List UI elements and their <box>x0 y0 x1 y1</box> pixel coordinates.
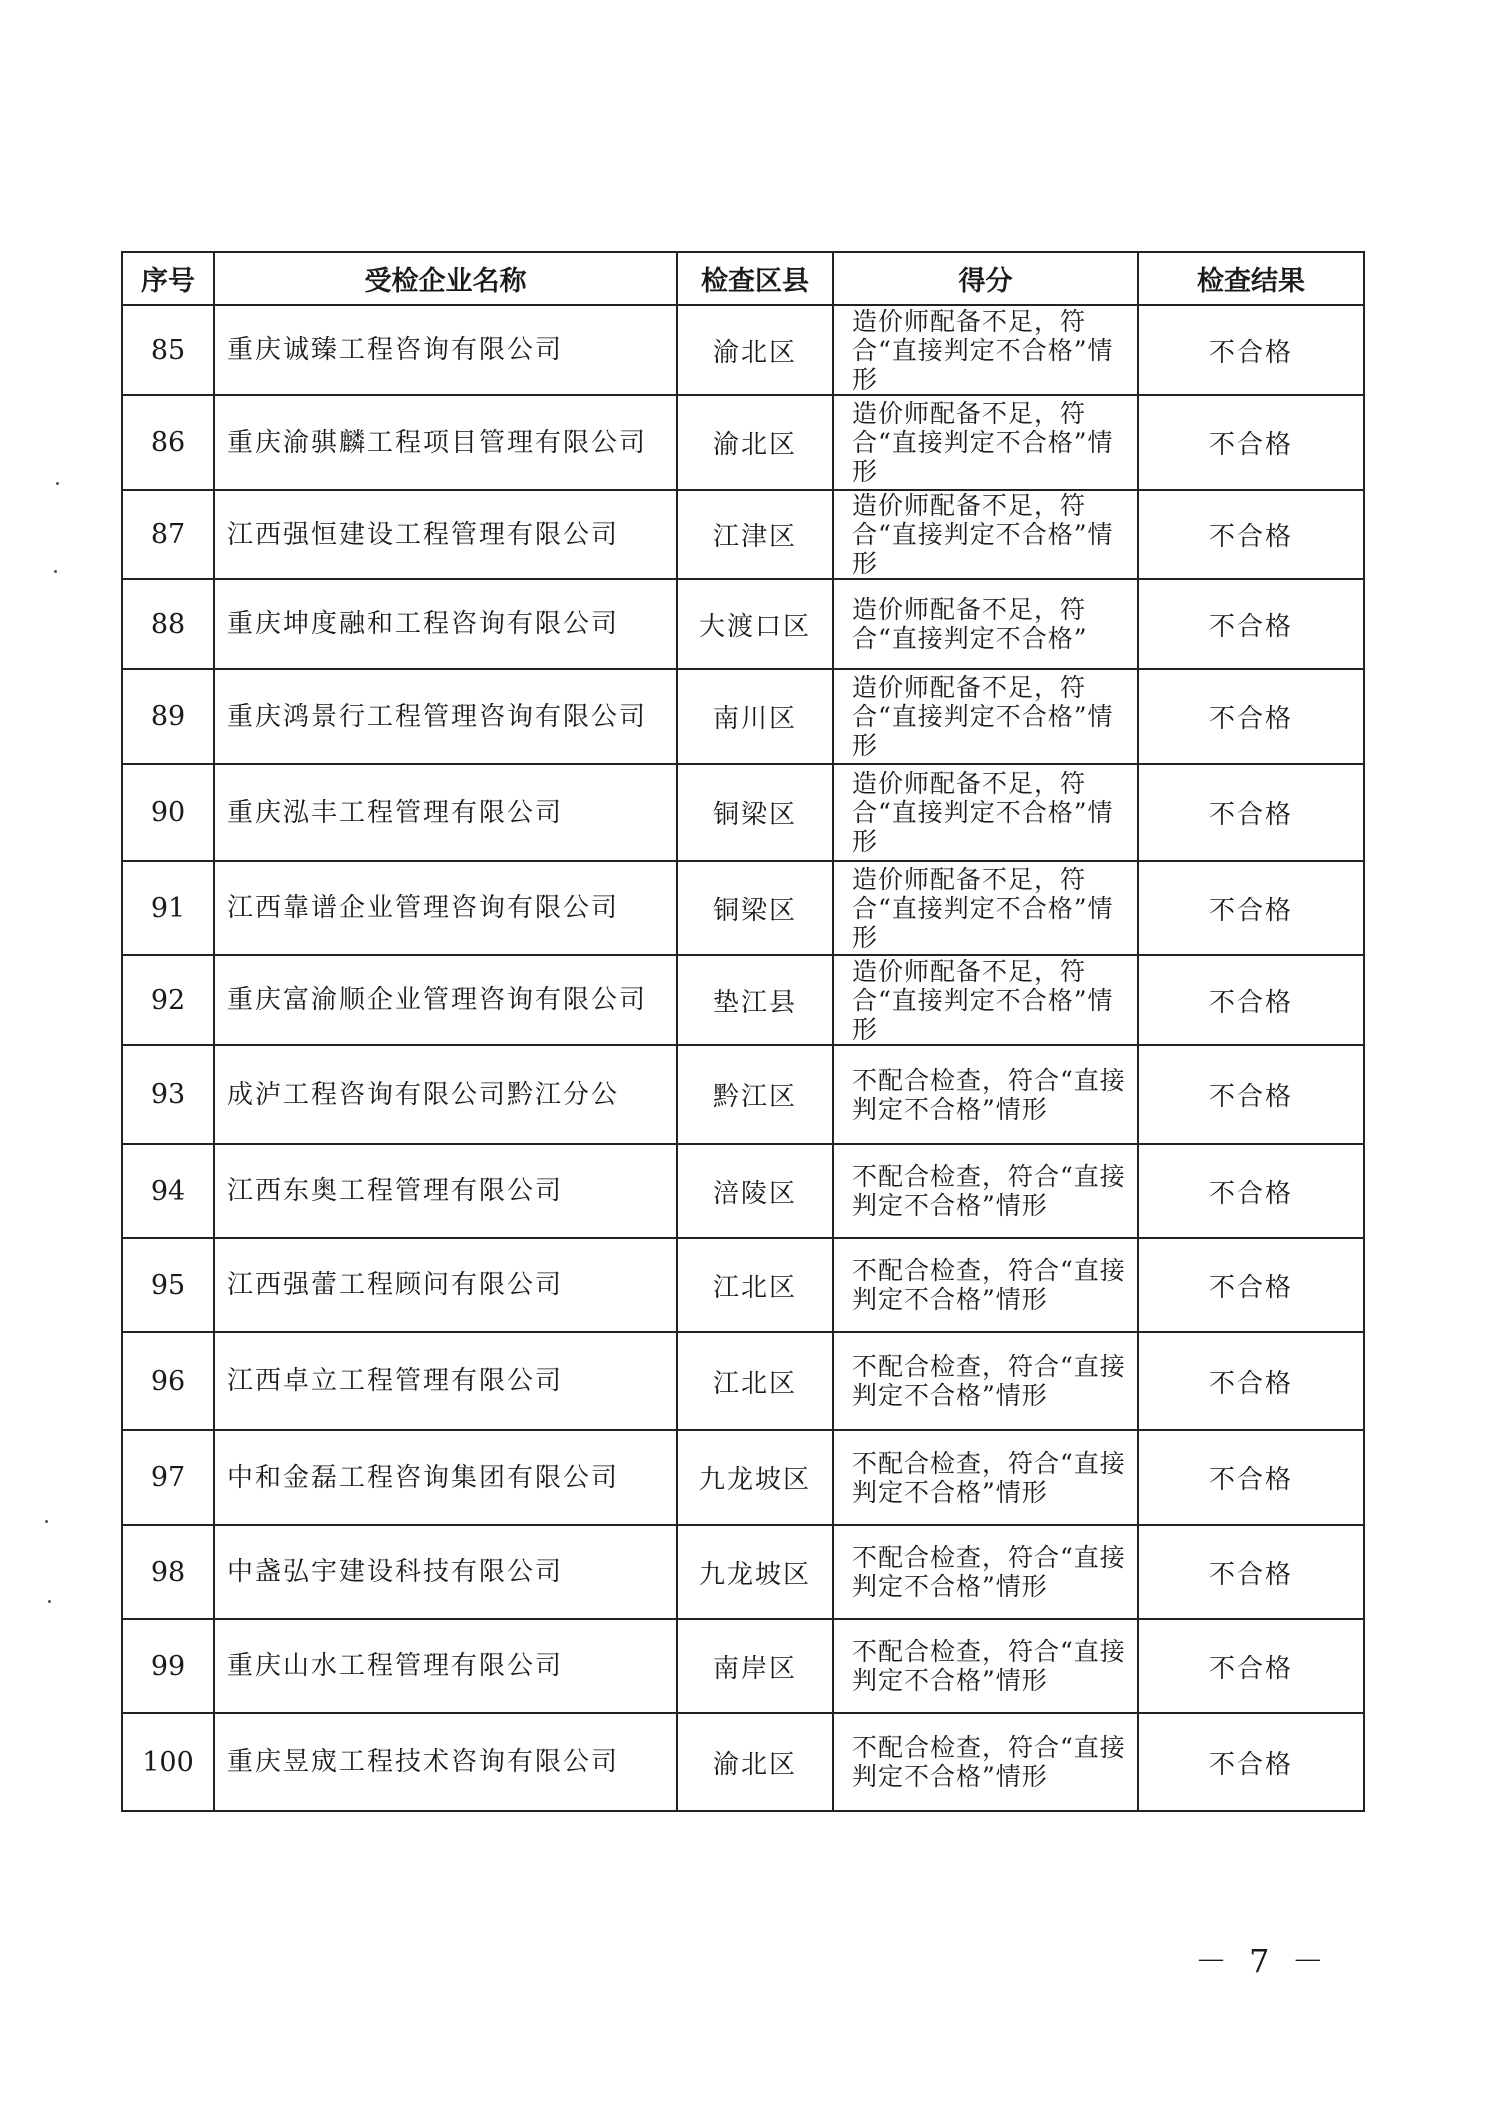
district-cell: 九龙坡区 <box>677 1525 833 1619</box>
serial-number-cell: 88 <box>122 579 214 669</box>
company-name-cell: 重庆渝骐麟工程项目管理有限公司 <box>214 395 677 490</box>
serial-number-cell: 99 <box>122 1619 214 1713</box>
table-row <box>122 1430 1364 1525</box>
score-cell: 不配合检查，符合“直接判定不合格”情形 <box>833 1144 1138 1238</box>
company-name-cell: 重庆富渝顺企业管理咨询有限公司 <box>214 955 677 1045</box>
district-cell: 江北区 <box>677 1238 833 1332</box>
score-cell: 不配合检查，符合“直接判定不合格”情形 <box>833 1619 1138 1713</box>
district-cell: 江北区 <box>677 1332 833 1430</box>
score-cell: 造价师配备不足，符合“直接判定不合格”情形 <box>833 490 1138 579</box>
table-row <box>122 490 1364 579</box>
district-cell: 垫江县 <box>677 955 833 1045</box>
company-name-cell: 重庆山水工程管理有限公司 <box>214 1619 677 1713</box>
page-number: － 7 － <box>1195 1942 1330 1980</box>
table-header-row <box>122 252 1364 305</box>
table-row <box>122 1238 1364 1332</box>
company-name-cell: 江西东奥工程管理有限公司 <box>214 1144 677 1238</box>
serial-number-cell: 90 <box>122 764 214 861</box>
score-cell: 造价师配备不足，符合“直接判定不合格”情形 <box>833 764 1138 861</box>
district-cell: 南岸区 <box>677 1619 833 1713</box>
header-serial-number: 序号 <box>122 252 214 305</box>
district-cell: 渝北区 <box>677 1713 833 1811</box>
district-cell: 涪陵区 <box>677 1144 833 1238</box>
table-row <box>122 1144 1364 1238</box>
company-name-cell: 江西靠谱企业管理咨询有限公司 <box>214 861 677 955</box>
scan-speck <box>54 570 57 573</box>
table-row <box>122 1332 1364 1430</box>
company-name-cell: 成泸工程咨询有限公司黔江分公 <box>214 1045 677 1144</box>
serial-number-cell: 92 <box>122 955 214 1045</box>
district-cell: 铜梁区 <box>677 764 833 861</box>
table-row <box>122 1619 1364 1713</box>
table-row <box>122 579 1364 669</box>
header-score: 得分 <box>833 252 1138 305</box>
result-cell: 不合格 <box>1138 1430 1364 1525</box>
header-result: 检查结果 <box>1138 252 1364 305</box>
header-company-name: 受检企业名称 <box>214 252 677 305</box>
header-district: 检查区县 <box>677 252 833 305</box>
table-row <box>122 669 1364 764</box>
score-cell: 不配合检查，符合“直接判定不合格”情形 <box>833 1332 1138 1430</box>
serial-number-cell: 96 <box>122 1332 214 1430</box>
score-cell: 造价师配备不足，符合“直接判定不合格”情形 <box>833 861 1138 955</box>
company-name-cell: 江西强蕾工程顾问有限公司 <box>214 1238 677 1332</box>
serial-number-cell: 100 <box>122 1713 214 1811</box>
score-cell: 不配合检查，符合“直接判定不合格”情形 <box>833 1238 1138 1332</box>
serial-number-cell: 86 <box>122 395 214 490</box>
score-cell: 造价师配备不足，符合“直接判定不合格”情形 <box>833 305 1138 395</box>
company-name-cell: 重庆诚臻工程咨询有限公司 <box>214 305 677 395</box>
result-cell: 不合格 <box>1138 955 1364 1045</box>
table-row <box>122 1045 1364 1144</box>
score-cell: 不配合检查，符合“直接判定不合格”情形 <box>833 1713 1138 1811</box>
serial-number-cell: 89 <box>122 669 214 764</box>
table-row <box>122 861 1364 955</box>
table-row <box>122 305 1364 395</box>
district-cell: 大渡口区 <box>677 579 833 669</box>
result-cell: 不合格 <box>1138 1713 1364 1811</box>
serial-number-cell: 97 <box>122 1430 214 1525</box>
result-cell: 不合格 <box>1138 395 1364 490</box>
company-name-cell: 重庆坤度融和工程咨询有限公司 <box>214 579 677 669</box>
district-cell: 黔江区 <box>677 1045 833 1144</box>
result-cell: 不合格 <box>1138 579 1364 669</box>
company-name-cell: 中和金磊工程咨询集团有限公司 <box>214 1430 677 1525</box>
district-cell: 江津区 <box>677 490 833 579</box>
district-cell: 九龙坡区 <box>677 1430 833 1525</box>
company-name-cell: 重庆昱宬工程技术咨询有限公司 <box>214 1713 677 1811</box>
table-row <box>122 1525 1364 1619</box>
table-row <box>122 764 1364 861</box>
company-name-cell: 江西强恒建设工程管理有限公司 <box>214 490 677 579</box>
district-cell: 铜梁区 <box>677 861 833 955</box>
table-row <box>122 1713 1364 1811</box>
result-cell: 不合格 <box>1138 1332 1364 1430</box>
district-cell: 南川区 <box>677 669 833 764</box>
scan-speck <box>56 482 59 485</box>
table-row <box>122 955 1364 1045</box>
table-row <box>122 395 1364 490</box>
result-cell: 不合格 <box>1138 764 1364 861</box>
district-cell: 渝北区 <box>677 305 833 395</box>
result-cell: 不合格 <box>1138 861 1364 955</box>
result-cell: 不合格 <box>1138 305 1364 395</box>
result-cell: 不合格 <box>1138 490 1364 579</box>
company-name-cell: 重庆泓丰工程管理有限公司 <box>214 764 677 861</box>
result-cell: 不合格 <box>1138 1144 1364 1238</box>
score-cell: 造价师配备不足，符合“直接判定不合格”情形 <box>833 395 1138 490</box>
result-cell: 不合格 <box>1138 1525 1364 1619</box>
score-cell: 不配合检查，符合“直接判定不合格”情形 <box>833 1430 1138 1525</box>
result-cell: 不合格 <box>1138 1619 1364 1713</box>
score-cell: 造价师配备不足，符合“直接判定不合格”情形 <box>833 955 1138 1045</box>
serial-number-cell: 94 <box>122 1144 214 1238</box>
district-cell: 渝北区 <box>677 395 833 490</box>
score-cell: 造价师配备不足，符合“直接判定不合格”情形 <box>833 669 1138 764</box>
inspection-results-table <box>121 251 1365 1812</box>
serial-number-cell: 93 <box>122 1045 214 1144</box>
score-cell: 造价师配备不足，符合“直接判定不合格” <box>833 579 1138 669</box>
result-cell: 不合格 <box>1138 1238 1364 1332</box>
serial-number-cell: 85 <box>122 305 214 395</box>
serial-number-cell: 91 <box>122 861 214 955</box>
score-cell: 不配合检查，符合“直接判定不合格”情形 <box>833 1525 1138 1619</box>
scan-speck <box>45 1520 48 1523</box>
serial-number-cell: 87 <box>122 490 214 579</box>
company-name-cell: 中盏弘宇建设科技有限公司 <box>214 1525 677 1619</box>
serial-number-cell: 98 <box>122 1525 214 1619</box>
company-name-cell: 重庆鸿景行工程管理咨询有限公司 <box>214 669 677 764</box>
result-cell: 不合格 <box>1138 669 1364 764</box>
score-cell: 不配合检查，符合“直接判定不合格”情形 <box>833 1045 1138 1144</box>
result-cell: 不合格 <box>1138 1045 1364 1144</box>
scan-speck <box>48 1600 51 1603</box>
company-name-cell: 江西卓立工程管理有限公司 <box>214 1332 677 1430</box>
serial-number-cell: 95 <box>122 1238 214 1332</box>
